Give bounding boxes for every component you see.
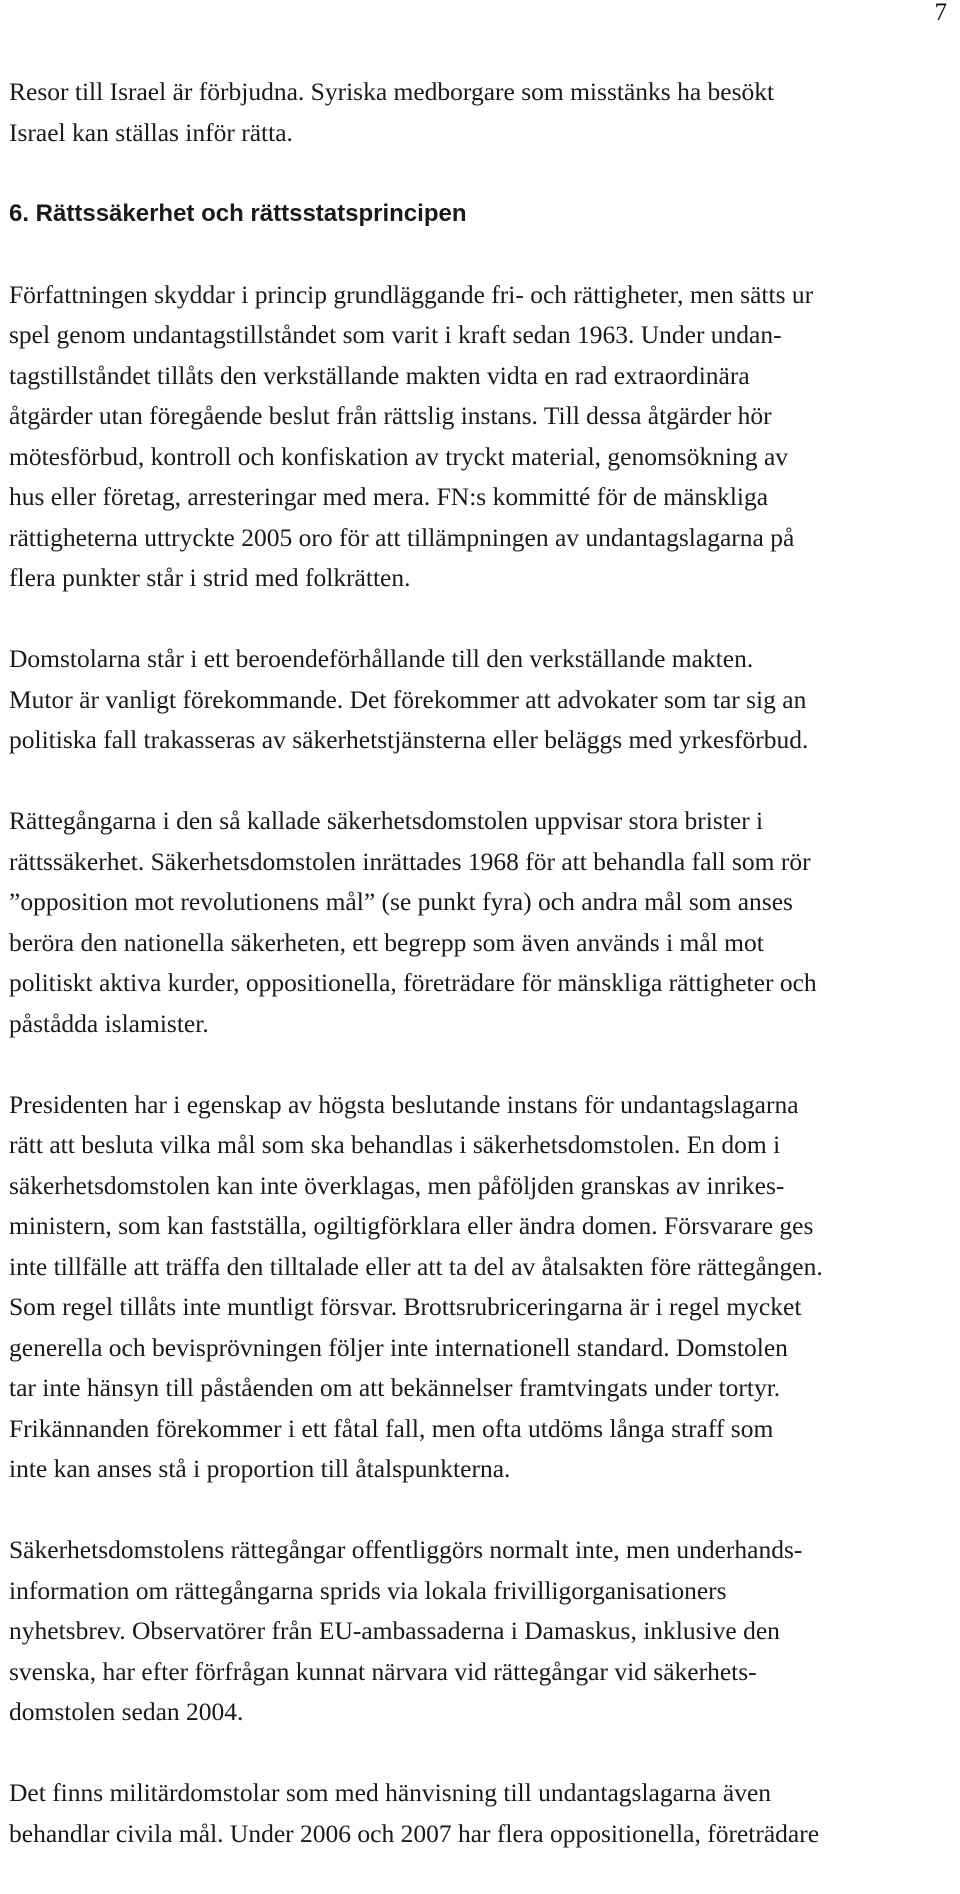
paragraph-president [9,1085,951,1490]
text-line: Mutor är vanligt förekommande. Det förekommer att advokater som tar sig an [9,684,807,714]
paragraph-security-court [9,801,951,1044]
text-line: spel genom undantagstillståndet som varit i kraft sedan 1963. Under undan- [9,320,782,349]
text-line: påstådda islamister. [9,1008,209,1038]
page-number: 7 [934,0,947,26]
text-line: beröra den nationella säkerheten, ett begrepp som även används i mål mot [9,927,764,957]
text-line: generella och bevisprövningen följer inte internationell standard. Domstolen [9,1332,788,1362]
text-line: Presidenten har i egenskap av högsta beslutande instans för undantagslagarna [9,1089,799,1119]
text-line: inte tillfälle att träffa den tilltalade eller att ta del av åtalsakten före rättegången. [9,1251,823,1281]
page-content [9,72,951,1854]
text-line: Som regel tillåts inte muntligt försvar. Brottsrubriceringarna är i regel mycket [9,1292,802,1321]
text-line: tagstillståndet tillåts den verkställande makten vidta en rad extraordinära [9,360,750,390]
text-line: nyhetsbrev. Observatörer från EU-ambassaderna i Damaskus, inklusive den [9,1616,780,1645]
text-line: behandlar civila mål. Under 2006 och 2007 har flera oppositionella, företrädare [9,1818,820,1848]
text-line: politiskt aktiva kurder, oppositionella, företrädare för mänskliga rättigheter och [9,968,817,997]
text-line: Rättegångarna i den så kallade säkerhetsdomstolen uppvisar stora brister i [9,806,764,835]
text-line: inte kan anses stå i proportion till åtalspunkterna. [9,1454,511,1483]
text-line: ”opposition mot revolutionens mål” (se punkt fyra) och andra mål som anses [9,887,793,916]
text-line: domstolen sedan 2004. [9,1697,244,1726]
text-line: Israel kan ställas inför rätta. [9,117,293,147]
section-heading: 6. Rättssäkerhet och rättsstatsprincipen [9,199,467,227]
text-line: rättigheterna uttryckte 2005 oro för att tillämpningen av undantagslagarna på [9,522,795,552]
text-line: mötesförbud, kontroll och konfiskation av tryckt material, genomsökning av [9,441,789,471]
text-line: säkerhetsdomstolen kan inte överklagas, men påföljden granskas av inrikes- [9,1170,785,1200]
text-line: Frikännanden förekommer i ett fåtal fall, men ofta utdöms långa straff som [9,1413,774,1443]
text-line: tar inte hänsyn till påståenden om att bekännelser framtvingats under tortyr. [9,1373,781,1402]
text-line: åtgärder utan föregående beslut från rättslig instans. Till dessa åtgärder hör [9,401,772,430]
text-line: hus eller företag, arresteringar med mera. FN:s kommitté för de mänskliga [9,482,769,511]
paragraph-courts [9,639,951,761]
text-line: Domstolarna står i ett beroendeförhållande till den verkställande makten. [9,644,754,673]
intro-paragraph [9,72,951,153]
text-line: Författningen skyddar i princip grundläggande fri- och rättigheter, men sätts ur [9,279,814,309]
paragraph-military-courts [9,1773,951,1854]
text-line: politiska fall trakasseras av säkerhetstjänsterna eller beläggs med yrkesförbud. [9,725,809,754]
text-line: ministern, som kan fastställa, ogiltigförklara eller ändra domen. Försvarare ges [9,1211,814,1240]
text-line: svenska, har efter förfrågan kunnat närvara vid rättegångar vid säkerhets- [9,1656,757,1686]
text-line: rättssäkerhet. Säkerhetsdomstolen inrättades 1968 för att behandla fall som rör [9,846,811,876]
text-line: Säkerhetsdomstolens rättegångar offentliggörs normalt inte, men underhands- [9,1535,803,1564]
text-line: information om rättegångarna sprids via lokala frivilligorganisationers [9,1575,727,1605]
text-line: Det finns militärdomstolar som med hänvisning till undantagslagarna även [9,1778,772,1807]
text-line: Resor till Israel är förbjudna. Syriska medborgare som misstänks ha besökt [9,77,775,106]
text-line: flera punkter står i strid med folkrätten. [9,563,411,592]
text-line: rätt att besluta vilka mål som ska behandlas i säkerhetsdomstolen. En dom i [9,1130,781,1159]
paragraph-trials-publicity [9,1530,951,1733]
paragraph-constitution [9,275,951,599]
